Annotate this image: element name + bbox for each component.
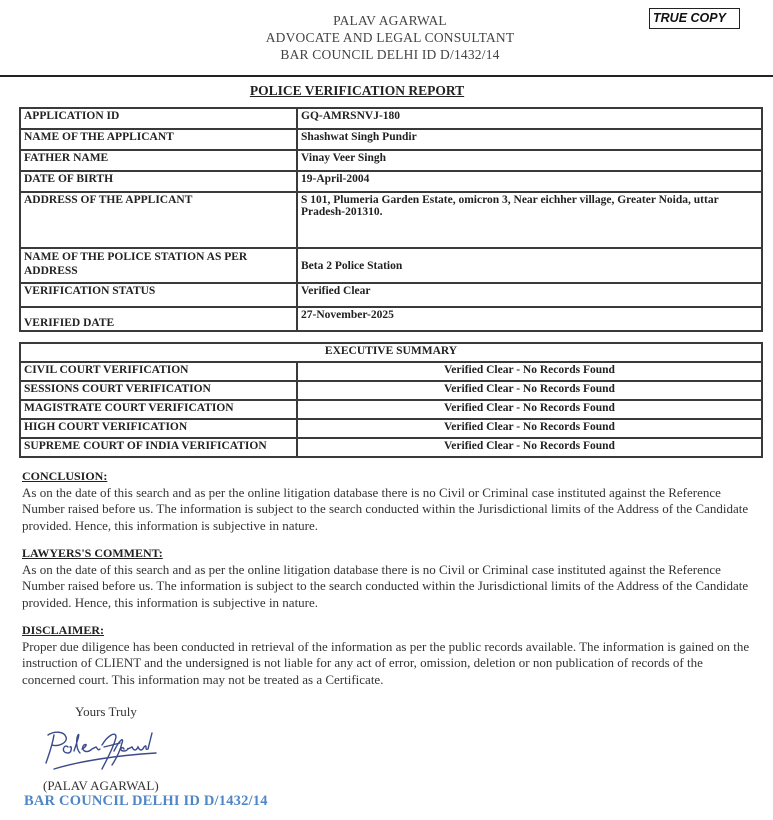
conclusion-section [22,468,752,534]
table-row [20,307,762,331]
table-row [20,419,762,438]
report-title: POLICE VERIFICATION REPORT [249,83,465,98]
table-row [20,129,762,150]
table-row [20,108,762,129]
signatory-bar-id: BAR COUNCIL DELHI ID D/1432/14 [24,793,268,809]
table-row [20,400,762,419]
court-status: Verified Clear - No Records Found [297,381,762,400]
court-label: HIGH COURT VERIFICATION [20,419,297,438]
executive-summary-table [19,342,763,458]
detail-value: Shashwat Singh Pundir [297,129,762,150]
lawyers-comment-text: As on the date of this search and as per the online litigation database there is no Civil or Criminal case instituted against the Reference Number raised before us. The information is subject to the search conducted within the Jurisdictional limits of the Address of the Candidate provided. Hence, this information is subjective in nature. [22,561,749,610]
court-status: Verified Clear - No Records Found [297,362,762,381]
disclaimer-heading: DISCLAIMER: [22,623,105,637]
advocate-bar-id: BAR COUNCIL DELHI ID D/1432/14 [280,47,500,62]
executive-summary-heading: EXECUTIVE SUMMARY [20,343,762,362]
disclaimer-text: Proper due diligence has been conducted in retrieval of the information as per the public records available. The information is gained on the instruction of CLIENT and the undersigned is not liable for any act of error, omission, deletion or non publication of records of the concerned court. This information may not be treated as a Certificate. [22,638,750,687]
court-status: Verified Clear - No Records Found [297,400,762,419]
table-row [20,248,762,283]
advocate-name: PALAV AGARWAL [333,13,447,28]
court-status: Verified Clear - No Records Found [297,419,762,438]
detail-label: VERIFICATION STATUS [20,283,297,307]
court-label: SUPREME COURT OF INDIA VERIFICATION [20,438,297,457]
court-label: SESSIONS COURT VERIFICATION [20,381,297,400]
table-header-row [20,343,762,362]
table-row [20,381,762,400]
disclaimer-section [22,622,752,688]
detail-label: ADDRESS OF THE APPLICANT [20,192,297,248]
table-row [20,171,762,192]
detail-value: 19-April-2004 [297,171,762,192]
table-row [20,438,762,457]
lawyers-comment-section [22,545,752,611]
detail-value: Vinay Veer Singh [297,150,762,171]
conclusion-text: As on the date of this search and as per the online litigation database there is no Civil or Criminal case instituted against the Reference Number raised before us. The information is subject to the search conducted within the Jurisdictional limits of the Address of the Candidate provided. Hence, this information is subjective in nature. [22,484,749,533]
detail-value: 27-November-2025 [297,307,762,331]
closing-text: Yours Truly [75,704,137,719]
advocate-designation: ADVOCATE AND LEGAL CONSULTANT [265,30,515,45]
table-row [20,192,762,248]
table-row [20,283,762,307]
detail-label: NAME OF THE POLICE STATION AS PER ADDRESS [20,248,297,283]
signature-icon [40,725,160,780]
detail-value: Beta 2 Police Station [297,248,762,283]
detail-label: FATHER NAME [20,150,297,171]
header-divider [0,75,773,77]
true-copy-stamp: TRUE COPY [649,8,740,29]
detail-value: Verified Clear [297,283,762,307]
court-label: CIVIL COURT VERIFICATION [20,362,297,381]
detail-value: S 101, Plumeria Garden Estate, omicron 3, Near eichher village, Greater Noida, uttar Pradesh-201310. [297,192,762,248]
lawyers-comment-heading: LAWYERS'S COMMENT: [22,546,163,560]
detail-label: VERIFIED DATE [20,307,297,331]
conclusion-heading: CONCLUSION: [22,469,108,483]
detail-label: NAME OF THE APPLICANT [20,129,297,150]
signatory-name: (PALAV AGARWAL) [43,778,159,793]
detail-label: APPLICATION ID [20,108,297,129]
court-label: MAGISTRATE COURT VERIFICATION [20,400,297,419]
detail-value: GQ-AMRSNVJ-180 [297,108,762,129]
table-row [20,150,762,171]
detail-label: DATE OF BIRTH [20,171,297,192]
court-status: Verified Clear - No Records Found [297,438,762,457]
applicant-details-table [19,107,763,332]
table-row [20,362,762,381]
